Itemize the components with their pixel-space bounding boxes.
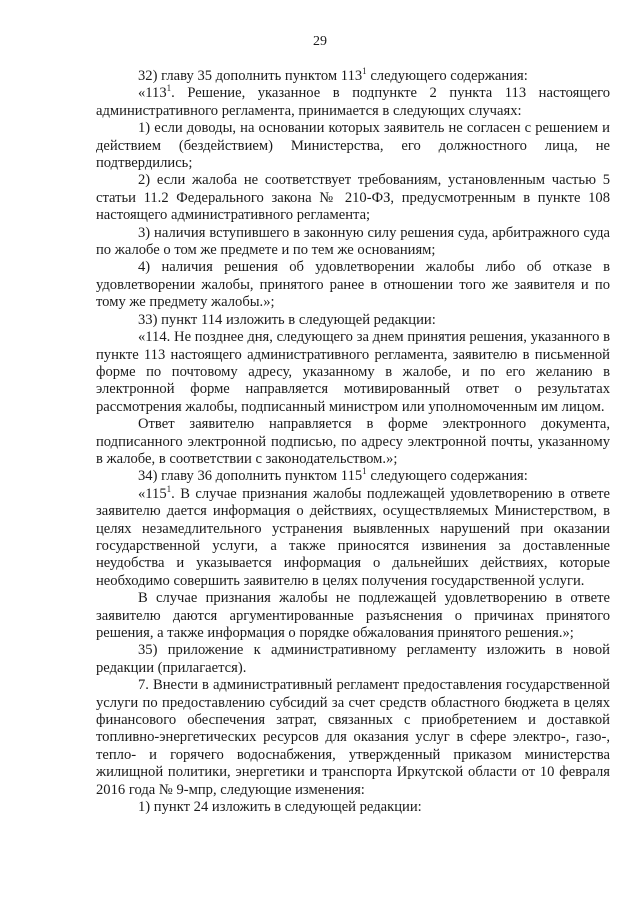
document-body bbox=[96, 68, 610, 816]
superscript: 1 bbox=[362, 466, 367, 477]
superscript: 1 bbox=[362, 66, 367, 77]
paragraph: 33) пункт 114 изложить в следующей редакции: bbox=[138, 311, 436, 328]
page-number: 29 bbox=[313, 34, 327, 49]
paragraph: 34) главу 36 дополнить пунктом $115^1$ следующего содержания: bbox=[138, 466, 528, 485]
paragraph: Ответ заявителю направляется в форме электронного документа, подписанного электронной подписью, по адресу электронной почты, указанному в жалобе, в соответствии с законодательством.»; bbox=[96, 416, 610, 467]
paragraph: «$113^1$. Решение, указанное в подпункте 2 пункта 113 настоящего административного регламента, принимается в следующих случаях: bbox=[96, 83, 610, 119]
paragraph: В случае признания жалобы не подлежащей удовлетворению в ответе заявителю даются аргументированные разъяснения о причинах принятого решения, а также информация о порядке обжалования принятого решения.»; bbox=[96, 590, 610, 641]
paragraph: «$115^1$. В случае признания жалобы подлежащей удовлетворению в ответе заявителю дается информация о действиях, осуществляемых Министерством, в целях незамедлительного устранения выявленных нарушений при оказании государственной услуги, а также приносятся извинения за доставленные неудобства и указывается информация о дальнейших действиях, которые необходимо совершить заявителю в целях получения государственной услуги. bbox=[96, 483, 610, 589]
paragraph: 2) если жалоба не соответствует требованиям, установленным частью 5 статьи 11.2 Федерального закона № 210-ФЗ, предусмотренным в пункте 108 настоящего административного регламента; bbox=[96, 172, 610, 224]
paragraph: 7. Внести в административный регламент предоставления государственной услуги по предоставлению субсидий за счет средств областного бюджета в целях финансового обеспечения затрат, связанных с приобретением и доставкой топливно-энергетических ресурсов для оказания услуг в сфере электро-, газо-, тепло- и горячего водоснабжения, утвержденный приказом министерства жилищной политики, энергетики и транспорта Иркутской области от 10 февраля 2016 года № 9-мпр, следующие изменения: bbox=[96, 677, 610, 798]
paragraph: «114. Не позднее дня, следующего за днем принятия решения, указанного в пункте 113 настоящего административного регламента, заявителю в письменной форме по почтовому адресу, указанному в жалобе, и по его желанию в электронной форме направляется мотивированный ответ о результатах рассмотрения жалобы, подписанный министром или уполномоченным им лицом. bbox=[96, 329, 610, 415]
superscript: 1 bbox=[166, 83, 172, 94]
superscript: 1 bbox=[166, 483, 172, 494]
paragraph: 1) если доводы, на основании которых заявитель не согласен с решением и действием (бездействием) Министерства, его должностного лица, не подтвердились; bbox=[96, 120, 610, 172]
paragraph: 4) наличия решения об удовлетворении жалобы либо об отказе в удовлетворении жалобы, принятого ранее в отношении того же заявителя и по тому же предмету жалобы.»; bbox=[96, 259, 610, 311]
paragraph: 3) наличия вступившего в законную силу решения суда, арбитражного суда по жалобе о том же предмете и по тем же основаниям; bbox=[96, 224, 610, 259]
paragraph: 1) пункт 24 изложить в следующей редакции: bbox=[138, 799, 422, 816]
paragraph: 32) главу 35 дополнить пунктом $113^1$ следующего содержания: bbox=[138, 66, 528, 84]
paragraph: 35) приложение к административному регламенту изложить в новой редакции (прилагается). bbox=[96, 642, 610, 676]
